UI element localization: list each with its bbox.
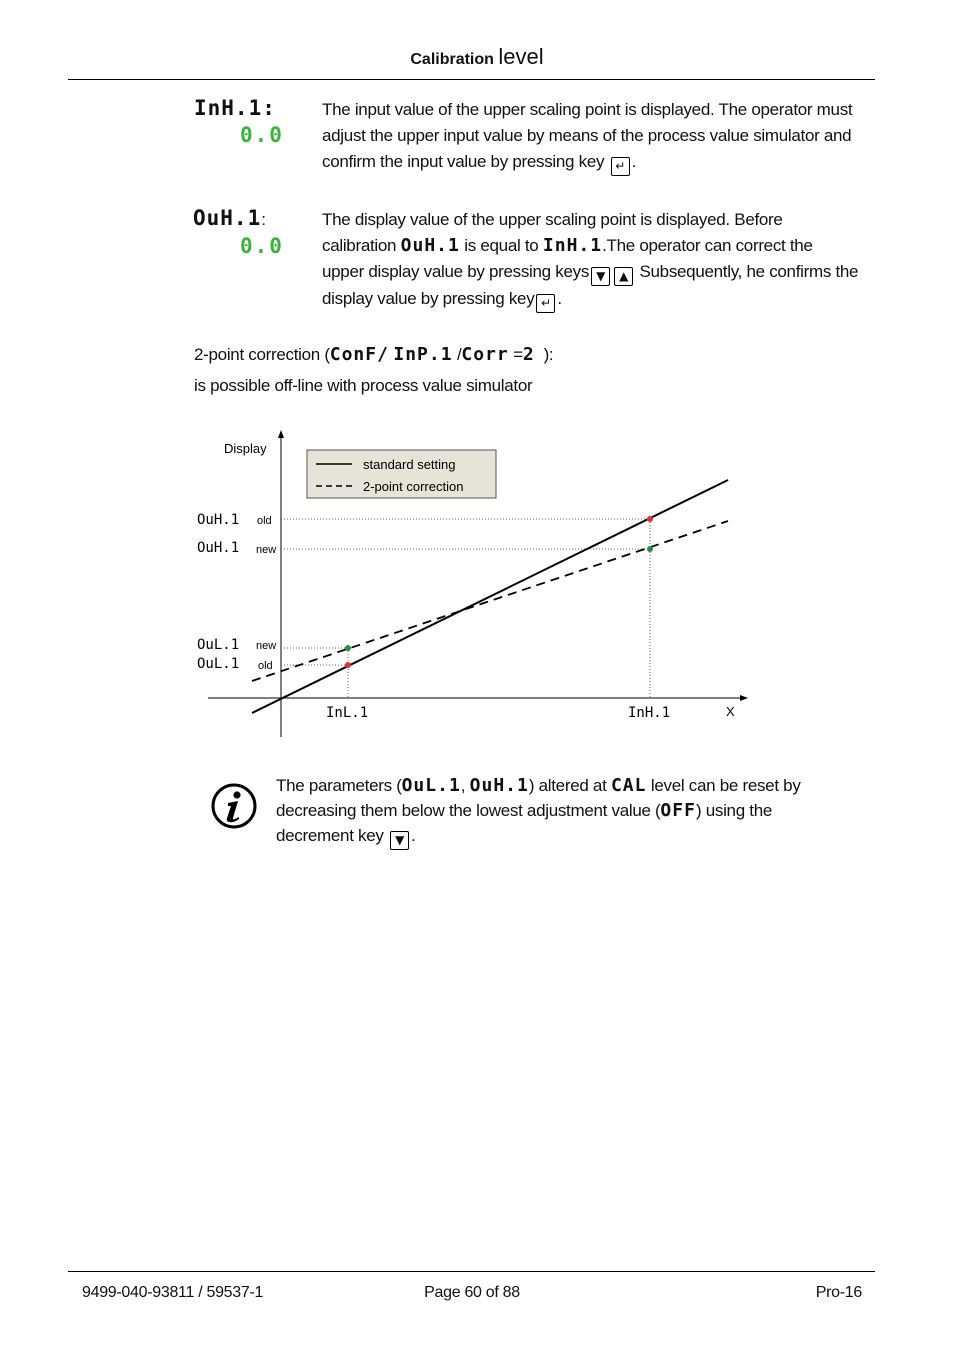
note-line1	[276, 773, 876, 798]
ouh1-line2c: .The operator can correct the	[602, 236, 813, 255]
note-code-off: OFF	[660, 800, 696, 821]
series-standard-line	[252, 480, 728, 713]
inh1-value: 0.0	[240, 123, 284, 147]
note-line1a: The parameters (	[276, 776, 402, 795]
heading-prefix: 2-point correction (	[194, 345, 330, 364]
note-line3-end: .	[411, 826, 416, 845]
note-comma: ,	[460, 776, 466, 795]
code-corr: Corr	[461, 344, 509, 365]
ouh1-colon: :	[261, 210, 266, 229]
inh1-line2: adjust the upper input value by means of the process value simulator and	[322, 126, 852, 145]
code-conf: ConF/	[329, 344, 389, 365]
note-line2	[276, 798, 876, 823]
y-tick-oul-new: OuL.1	[197, 637, 240, 653]
code-inp: InP.1	[393, 344, 453, 365]
code-val: 2	[522, 344, 535, 365]
ouh1-value: 0.0	[240, 234, 284, 258]
header-bold: Calibration	[410, 51, 494, 68]
footer-rule	[68, 1271, 875, 1272]
inh1-line1: The input value of the upper scaling point is displayed. The operator must	[322, 100, 853, 119]
point-oul-new	[345, 645, 351, 651]
y-axis-label: Display	[224, 441, 267, 456]
y-tick-ouh-old: OuH.1	[197, 512, 240, 528]
down-key-icon: ▼	[591, 267, 610, 286]
inh1-code: InH.1:	[194, 96, 276, 120]
ouh1-code: OuH.1	[193, 206, 262, 230]
y-tick-oul-old-note: old	[258, 660, 273, 672]
correction-subtext: is possible off-line with process value simulator	[194, 376, 533, 395]
ouh1-line4a: display value by pressing key	[322, 289, 535, 308]
ouh1-line2a: calibration	[322, 236, 397, 255]
y-axis-arrow	[278, 430, 284, 438]
heading-equals: =	[513, 345, 523, 364]
note-line1b: ) altered at	[528, 776, 607, 795]
note-line1c: level can be reset by	[650, 776, 801, 795]
note-code-oul: OuL.1	[401, 775, 461, 796]
y-tick-oul-new-note: new	[256, 640, 277, 652]
point-ouh-new	[647, 546, 653, 552]
legend-correction: 2-point correction	[363, 479, 464, 494]
footer-page-number: Page 60 of 88	[424, 1284, 520, 1301]
point-oul-old	[345, 662, 351, 668]
note-line3a: decrement key	[276, 826, 384, 845]
ouh1-line2b: is equal to	[464, 236, 539, 255]
y-tick-ouh-new: OuH.1	[197, 540, 240, 556]
y-tick-oul-old: OuL.1	[197, 656, 240, 672]
note-code-cal: CAL	[610, 775, 647, 796]
y-tick-ouh-old-note: old	[257, 515, 272, 527]
note-line3	[276, 823, 876, 850]
legend-standard: standard setting	[363, 457, 456, 472]
heading-slash: /	[456, 345, 462, 364]
footer-doc-number: 9499-040-93811 / 59537-1	[82, 1284, 264, 1301]
y-tick-ouh-new-note: new	[256, 544, 277, 556]
enter-key-icon: ↵	[536, 294, 555, 313]
point-ouh-old	[647, 516, 653, 522]
ouh1-line3a: upper display value by pressing keys	[322, 262, 590, 281]
info-icon	[210, 782, 258, 830]
heading-suffix: ):	[543, 345, 554, 364]
info-note	[276, 773, 876, 850]
inh1-line3-end: .	[631, 152, 637, 171]
note-line2b: ) using the	[695, 801, 773, 820]
series-correction-line	[252, 521, 728, 681]
ouh1-code-inline: OuH.1	[400, 235, 460, 256]
x-axis-label: X	[726, 704, 735, 719]
x-axis-arrow	[740, 695, 748, 701]
down-key-icon: ▼	[390, 831, 409, 850]
up-key-icon: ▲	[614, 267, 633, 286]
inh1-code-inline: InH.1	[542, 235, 603, 256]
ouh1-line4-end: .	[557, 289, 562, 308]
inh1-line3-text: confirm the input value by pressing key	[322, 152, 605, 171]
x-tick-inh: InH.1	[628, 705, 671, 721]
x-tick-inl: InL.1	[326, 705, 369, 721]
header-normal: level	[498, 44, 544, 69]
note-code-ouh: OuH.1	[469, 775, 529, 796]
note-line2a: decreasing them below the lowest adjustment value (	[276, 801, 661, 820]
ouh1-line3b: Subsequently, he confirms the	[639, 262, 859, 281]
enter-key-icon: ↵	[611, 157, 630, 176]
footer-product: Pro-16	[815, 1284, 862, 1301]
ouh1-line1: The display value of the upper scaling point is displayed. Before	[322, 210, 783, 229]
